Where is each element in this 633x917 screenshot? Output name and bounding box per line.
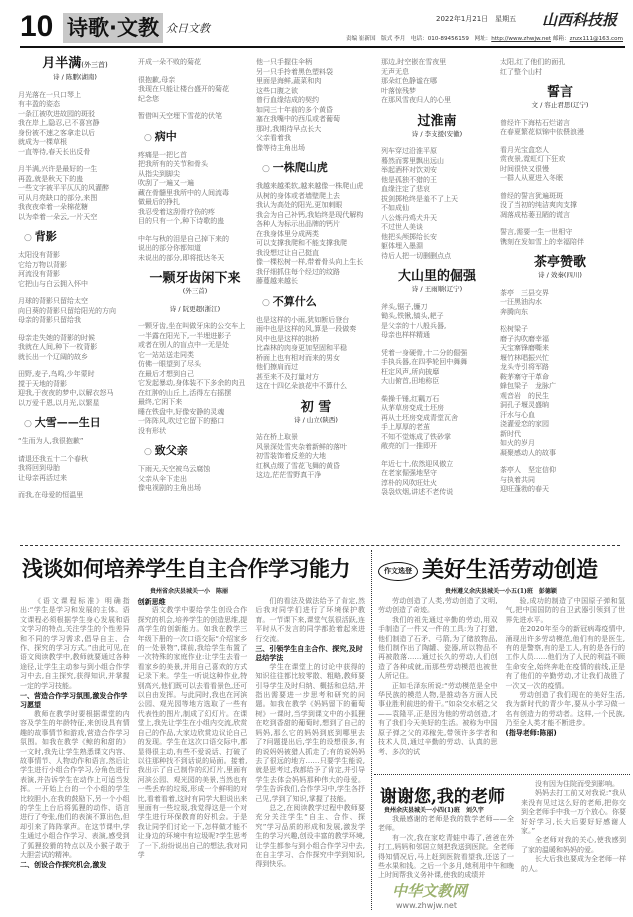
poem-line: 观音岩 的民生 [500, 391, 549, 400]
poem-line: 藏在骨髓里我所中的人间流毒 [138, 188, 229, 197]
poem-line: 曾经许下海枯石烂诺言 [500, 118, 570, 127]
poem-line: 他一只手握住伞柄 [256, 58, 312, 66]
poem-line: 母亲走失她的背影的时候 [18, 333, 95, 342]
poem-line: 以万爱千恩,以月光,以繁星 [18, 398, 100, 407]
poem-line: 不知不觉炼成了铁砂掌 [381, 432, 451, 441]
poem-line: 曾经的誓言犹遍斑斑 [500, 191, 563, 200]
poem-line: 一直等待,春天长出反骨 [18, 147, 91, 156]
poem-line: 中年与秋的泪是自己掉下来的 [138, 234, 229, 243]
paragraph: 长大后我也要成为全老师一样的人。 [521, 855, 626, 873]
poem-line: 父亲从伞下走出 [138, 474, 187, 483]
circle-icon: ○ [262, 164, 273, 174]
poem-stanza [138, 76, 252, 105]
poem-line: 风中也是这样的拱桥 [256, 334, 319, 343]
poem-line: 茶亭人 坚定信仰 [500, 466, 556, 474]
poem-line: 这些口腹之欲 [256, 86, 298, 95]
circle-icon: ○ [262, 297, 273, 308]
poem-line: 另一只手拎着黑色塑料袋 [256, 67, 333, 76]
poem-line: 最终,它闲下来 [138, 398, 183, 406]
poem-line: 我将回到母胎 [18, 464, 60, 472]
poem-line: 在春夏繁花似锦中依偎浪漫 [500, 128, 584, 136]
poem-title-text: 过淮南 [417, 113, 457, 129]
poem-stanza [256, 58, 376, 153]
article-byline: 贵州省余庆县城关一小 陈丽 [150, 588, 229, 595]
poem-subtitle-text: 致父亲 [154, 444, 188, 457]
poem-line: 河流没有背影 [18, 270, 60, 278]
poem-line: 仿佛一眼望到了尽头 [138, 360, 201, 368]
poem-line: 一阵阵风,吹过它留下的豁口 [138, 417, 225, 425]
paragraph: 在2020年至今的新冠病毒疫情中,涌现出许多劳动模范,他们有的是医生,有的是警察,有的是工人,有的是各行的工作人员……他们为了人民的利益不顾生命安全,始终奔赴在疫情的前线,正是有了他们的辛勤劳动,才让我们战胜了一次又一次的疫情。 [505, 625, 625, 690]
poem-byline: 文 / 容止君思(辽宁) [531, 101, 589, 109]
poem-line: 而我,在母爱的恒温里 [18, 491, 84, 499]
poem-line: 茶亭 三县交界 [500, 288, 549, 297]
poem-line: 风景深处雪夹杂着新鲜的落叶 [256, 442, 347, 451]
poem-line: 那边,时空嵌在雪夜里 [381, 58, 447, 66]
poem-line: 举起酒杯对饮刘安 [381, 166, 437, 174]
poem-line: 列车穿过沿淮平原 [381, 147, 437, 155]
poem-line: 八公炼丹鸡犬升天 [381, 213, 437, 222]
poem-line: 我没想过让自己挺直 [256, 248, 319, 257]
poem-line: 一颗牙齿,坐在叫做牙床的公交车上 [138, 322, 246, 330]
article-body [20, 597, 365, 870]
poem-line: 他把头颅掷给长安 [381, 232, 437, 241]
paragraph: 们的看法及做法给予了肯定,然后我对同学们进行了环境保护教育。一节课下来,课堂气氛很活跃,连平时从不发言的同学都抢着起来进行交流。 [255, 597, 365, 643]
page-number: 10 [20, 10, 54, 43]
poem-stanza [18, 297, 132, 326]
poem-line: 以为牵着一朵云,一片天空 [18, 212, 98, 221]
poem-stanza [138, 465, 252, 494]
poem-line: 蜂包梁子 龙脉广 [500, 382, 556, 390]
poem-line: 蓦然而雾里飘出远山 [381, 156, 444, 165]
poem-line: 再盈,就是秋天下的蛊 [18, 174, 84, 183]
poem-line: 松树梁子 [500, 325, 528, 333]
poem-line: 红枫点缀了雪花飞舞的黄昏 [256, 461, 340, 470]
poem-title [500, 85, 620, 101]
poem-line: 田野,麦子,鸟鸣,少年蒙时 [18, 370, 95, 378]
poem-line: 在老家倔强地坚守 [381, 469, 437, 477]
paragraph: 语文教学中要给学生创设合作探究的机会,培养学生的创造思维,提高学生的创新能力。如我在教学三年级下册的一次口语交际“介绍家乡的一处景物”,课前,我给学生布置了一次特殊的家庭作业:让学生去看一看家乡的美景,并用自己喜欢的方式记录下来。学生一听说这种作业,特别高兴,他们既可以去看看景色,还可以自由发挥。与此同时,我也在河滨公园、观光园等地方选取了一些有代表性的图片,制成了幻灯片。在课堂上,我先让学生在小组内交流,欣赏自己的作品,大家边欣赏边议论自己的发现。学生在这次口语交际中,都显得很主动,有些不爱说话、打破了以往那种找不到话说的局面。接着,我出示了自己制作的幻灯片,里面有河滨公园、观光园的美景,当然也有一些丢弃的垃圾,形成一个鲜明的对比,看着看着,这时有同学大胆说出来里面有一些垃圾,我觉得这是一个对学生进行环保教育的好机会。于是我让同学们讨论一下,怎样做才能不让身边的环境中有垃圾呢?学生思考了一下,纷纷说出自己的想法,我对同学 [137, 606, 248, 859]
essay-tag: 作文选登 [378, 562, 418, 581]
poem-subtitle-text: 一株爬山虎 [272, 161, 328, 174]
poem-subtitle [262, 161, 376, 176]
poem-stanza [18, 334, 132, 363]
paragraph: 《语文课程标准》明确指出:“学生是学习和发展的主体。语文课程必须根据学生身心发展和语文学习的特点,关注学生的个性差异和不同的学习需求,倡导自主、合作、探究的学习方式。”由此可见,在语文阅读教学中,教师就要通过各种途径,让学生主动参与到小组合作学习中去,自主探究,获得知识,并掌握一定的学习技能。 [20, 597, 130, 690]
poem-line: 下雨天,天空被乌云腐蚀 [138, 465, 211, 473]
poem-line: “生而为人,我很抱歉” [18, 437, 84, 445]
poem-line: 月球的背影只留给太空 [18, 297, 88, 305]
poem-line: 母亲也样样精通 [381, 331, 430, 339]
poem-byline: 诗 / 山立(陕西) [294, 415, 338, 424]
poem-line: 就长出一个辽阔的故乡 [18, 352, 88, 361]
poem-stanza [138, 235, 252, 264]
poem-byline: 诗 / 陈鹏(湖南) [53, 73, 97, 81]
poem-stanza [500, 228, 620, 247]
poem-line: 目的只有一个,种下诗歌的蛊 [138, 217, 225, 225]
poem-line: 初雪装饰着反差的大地 [256, 452, 326, 460]
section-title: 诗歌·文教 [63, 13, 163, 43]
poem-line: 天宝寨锋磨嘶来 [500, 344, 549, 352]
website-link[interactable]: http://www.zhwjw.net [491, 36, 552, 42]
poem-byline: 诗 / 阮更超(浙江) [169, 304, 221, 313]
poem-line: 一些文字被平平仄仄的风灌醉 [18, 184, 109, 192]
poem-line: 看月光宝盒恋人 [500, 145, 549, 154]
poem-line: 汗水与心血 [500, 410, 535, 419]
poem-line: 把我所有的关节和骨头 [138, 160, 208, 168]
poem-line: 龙头寺引将军路 [500, 363, 549, 371]
poem-title-suffix: (外三首) [81, 61, 108, 69]
section-heading: 二、创设合作探究机会,激发 [20, 860, 107, 870]
poem-line: 各种人为标示出品牌的钙片 [256, 220, 340, 228]
paragraph: 教师在教学时要根据课堂的内容及学生的年龄特征,来创设具有情趣的故事情节和游戏,营造合作学习氛围。如我在教学《鲸的和甜的》一文时,我先让学生熟悉课文内容、故事情节、人物动作和语言,然后让学生进行小组合作学习,分角色进行表演,并告诉学生在动作上可适当发挥。一开始上台的一个小组的学生比较胆小,在我的鼓励下,另一个小组的学生上台后将狐狸的动作、语言进行了夸张,他们的表演不算出色,但却引来了阵阵掌声。在这节课中,学生通过小组合作学习、表演,感受到了狐狸狡猾的特点以及小猴子敢于大胆尝试的精神。 [20, 709, 130, 859]
poem-subtitle [24, 230, 132, 245]
poem-line: 月半满,兴许是最好的一生 [18, 165, 98, 173]
poem-line: 我就在人间,种下一枚背影 [18, 343, 98, 351]
poem-title-suffix: (外三首) [182, 287, 208, 295]
poem-title [381, 114, 493, 130]
poem-line: 在那风雪夜归人的心里 [381, 96, 451, 104]
poem-subtitle-text: 病中 [154, 129, 177, 143]
poem-line: 母亲的背影只留给我 [18, 316, 81, 324]
poem-line: 吹刮了一遍又一遍 [138, 179, 194, 187]
poem-line: 没有形状 [138, 426, 166, 435]
poem-column-3 [256, 58, 376, 489]
poem-line: 一群人从夏进入冬眠 [500, 174, 563, 182]
article-byline: 贵州遵义余庆县城关一小五(1)班 彭德颖 [445, 588, 557, 595]
poem-line: 淳朴的风吹旺灶火 [381, 478, 437, 487]
poem-line: 在我身体里分成两类 [256, 229, 319, 238]
poem-line: 大山俯首,田地称臣 [381, 377, 440, 385]
poem-line: 暂借叫天空埋下雪花的伏笔 [138, 112, 222, 120]
poem-line: 这边,茫茫雪野真干净 [256, 471, 322, 479]
circle-icon: ○ [24, 419, 35, 429]
poem-line: 无声无息 [381, 67, 409, 76]
poem-stanza [18, 91, 132, 158]
poem-line: 我忍受着这刮骨疗伤的疼 [138, 207, 215, 216]
poem-byline: 诗 / 王雨顺(辽宁) [411, 285, 463, 293]
paragraph: 验,成功的制造了中国原子弹和氢气,把中国国防的自卫武器引领到了世界先进水平。 [505, 597, 625, 624]
poem-line: 叶落惊残梦 [381, 86, 416, 95]
paragraph: 总之,在阅读教学过程中教师要充分关注学生“自主、合作、探究”学习品质的形成和发展,激发学生的学习兴趣,创设丰富的教学环境,让学生都参与到小组合作学习中去,在自主学习、合作探究中学到知识,得到快乐。 [255, 803, 365, 869]
email-label: 邮箱： [551, 36, 570, 42]
article-headline: 美好生活劳动创造 [422, 557, 599, 583]
paragraph: 妈妈去打工前又对我说:“我从来没有见过这么好的老师,把你交到全老师手中我一万个放心。你要好好学习,长大后要好好感谢人家。” [521, 789, 626, 836]
poem-line: 像一棵松树一样,带着骨头向上生长 [256, 258, 364, 266]
poem-line: 迎旺蓬勃的春天 [500, 485, 549, 493]
poem-line: 可以支撑我爬和不能支撑我爬 [256, 239, 347, 247]
poem-line: 待后人把一切删删点点 [381, 251, 451, 260]
issue-date: 2022年1月21日 星期五 [436, 15, 517, 23]
article-headline: 谢谢您,我的老师 [380, 787, 505, 807]
poem-line: 疼痛是一把匕首 [138, 150, 187, 159]
poem-line: 睡在铁盘中,好像安静的灵魂 [138, 407, 225, 416]
poem-stanza [381, 395, 493, 452]
poem-line: 奔腾向东 [500, 307, 528, 316]
poem-line: 敞亮的门一推即开 [381, 442, 437, 450]
poem-line: 可从月亮缺口的部分,来图 [18, 193, 98, 202]
section-heading: 创新思维 [137, 597, 166, 606]
article-divider [374, 774, 630, 775]
poem-line: 也是这样的小雨,犹如断后登台 [256, 315, 350, 324]
poem-column-2 [138, 58, 252, 502]
poem-line: 迎我,于夜夜的梦中,以解衣怒马 [18, 389, 114, 397]
paragraph: 我们的祖先通过辛勤的劳动,用双手制造了一件又一件的工具:为了打猎,他们制造了石矛、弓箭,为了储放物品,他们制作出了陶罐、瓷器,所以物品不再被散落……通过长久的劳动,人们创造了各种成就,而那些劳动模范也被世人所记住。 [378, 615, 498, 681]
poem-line: 凭着一身硬骨,十二分的倔强 [381, 348, 468, 357]
poem-title-text: 月半满 [42, 56, 82, 71]
poem-line: 新时代 [500, 429, 521, 438]
poem-stanza [18, 370, 132, 408]
poem-title-text: 大山里的倔强 [397, 269, 476, 284]
poem-line: 誓言,需要一生一世相守 [500, 228, 573, 236]
poem-stanza [500, 289, 620, 318]
article-byline: 贵州余庆县城关一小四(1)班 刘久宇 [384, 807, 484, 814]
poem-line: 太阳没有背影 [18, 251, 60, 259]
poem-line: 它给万物以背影 [18, 260, 67, 269]
poem-title [381, 269, 493, 285]
poem-line: 比森林的肉身更加坚固和平稳 [256, 344, 347, 352]
poem-line: 他们擦肩而过 [256, 363, 298, 371]
poem-line: 枉定风声,所向披靡 [381, 367, 440, 376]
poem-line: 再从土坯房变成青堂瓦舍 [381, 413, 458, 422]
poem-line: 在红肿的山丘上,活得左右摇摆 [138, 388, 232, 397]
header-rule [20, 46, 625, 48]
poem-line: 躯体埋入墨淵 [381, 242, 423, 250]
poem-stanza [381, 303, 493, 341]
poem-line: 赏夜景,霓虹灯下狂欢 [500, 155, 566, 163]
poem-line: 太阳,红了他们的面孔 [500, 58, 566, 66]
poem-line: 我在岸上,隐忍,已不喜宫静 [18, 119, 100, 127]
poem-line: 我会为自己补钙,我始终是现代解构 [256, 210, 364, 219]
column-divider [371, 550, 372, 910]
poem-column-5 [500, 58, 620, 503]
poem-line: 像电视剧的主角出场 [138, 484, 201, 492]
poem-line: 浇灌爱恋的家园 [500, 420, 549, 428]
poem-stanza [381, 147, 493, 261]
poem-byline: 诗 / 李支援(安徽) [411, 129, 463, 138]
poem-title-text: 誓言 [546, 85, 573, 100]
poem-line: 那朵红色静谧在哪 [381, 77, 437, 85]
poem-stanza [500, 325, 620, 458]
poem-line: 不如成仙 [381, 204, 409, 212]
poem-title [256, 400, 376, 416]
poem-line: 血缘注定了悲哀 [381, 185, 430, 193]
poem-line: 纪念您 [138, 94, 159, 103]
poem-line: 像等待主角出场 [256, 143, 305, 152]
paragraph: 全老师对我的关心,使我感到了家的温暖和妈妈的爱。 [521, 836, 626, 854]
editor-info: 责编 崔新国 版式 李月 电话：010-89456159 网址： [345, 36, 492, 42]
paragraph: 劳动创造了我们现在的美好生活,我为新时代的青少年,要从小学习做一名有创造力的劳动者。这样,一个民族,乃至全人类才能不断进步。 [505, 691, 625, 728]
poem-stanza [138, 151, 252, 227]
poem-line: 他是孤独不猎的王 [381, 175, 437, 184]
poem-line: 堰竹林唱振兴忙 [500, 353, 549, 362]
paragraph: 我最感谢的老师是我的数学老师——全老师。 [378, 815, 514, 833]
poem-line: 甚至来不及打量对方 [256, 372, 319, 381]
poem-line: 袅袅炊烟,讲述不老传说 [381, 488, 454, 496]
poem-line: 里面是海鲜,蔬菜和肉 [256, 77, 322, 85]
poem-title [18, 56, 132, 73]
poem-line: 不过世人美谈 [381, 223, 423, 231]
poem-line: 斧头,锯子,镰刀 [381, 302, 428, 311]
poem-line: 我仔细抓住每个经过的纹路 [256, 267, 340, 276]
poem-stanza [500, 192, 620, 221]
poem-line: 搅于天地的背影 [18, 379, 67, 388]
poem-line: 年近七十,依然迎风傲立 [381, 459, 454, 468]
poem-line: 手上厚厚的老茧 [381, 423, 430, 431]
section-logo: 众日文教 [166, 22, 210, 35]
article-column [378, 815, 514, 881]
poem-subtitle [144, 130, 252, 145]
email-link[interactable]: znzx111@163.com [569, 36, 623, 42]
poem-stanza [256, 433, 376, 481]
poem-line: 从树的身体或者墙壁爬上去 [256, 191, 340, 200]
poem-line: 时间很快又很慢 [500, 164, 549, 173]
poem-line: 它发起暴动,身体装不下多余的肉丑 [138, 379, 246, 387]
poem-line: 洞孔子堰灵盛晌 [500, 401, 549, 409]
newspaper-logo: 山西科技报 [542, 11, 618, 29]
poem-line: 或者在别人的盲点中一无是处 [138, 341, 229, 349]
poem-line: 我越来越柔软,越来越像一株爬山虎 [256, 182, 364, 190]
poem-line: 手执兵器,在四季轮回中舞舞 [381, 358, 468, 366]
article-body [378, 597, 625, 757]
paragraph: 没有因为住院而受到影响。 [535, 780, 619, 788]
poem-line: 拔剑掷枪终是羞不了上天 [381, 194, 458, 203]
poem-stanza [381, 460, 493, 498]
poem-line: 在最后才想到自己 [138, 369, 194, 378]
poem-line: 我现在只能让楼台盛开的菊花 [138, 85, 229, 93]
circle-icon: ○ [144, 447, 155, 457]
poem-stanza [18, 165, 132, 222]
section-heading: 一、营造合作学习氛围,激发合作学习愿望 [20, 691, 128, 710]
poem-stanza [138, 112, 252, 122]
teacher-signature: (指导老师:陈丽) [505, 728, 557, 737]
poem-line: 藤蔓越来越长 [256, 277, 298, 285]
poem-title-text: 初 雪 [300, 399, 332, 415]
poem-line: 我认为高处的阳光,更加刺眼 [256, 201, 343, 209]
poem-line: 那时,我期待早点长大 [256, 124, 322, 133]
article-headline: 浅谈如何培养学生自主合作学习能力 [22, 556, 350, 581]
poem-line: 磨子沟吹磨幸福 [500, 334, 549, 343]
poem-title-text: 茶亭赞歌 [533, 255, 586, 270]
poem-stanza [18, 491, 132, 501]
poem-line: 它一站站送走同类 [138, 350, 194, 359]
poem-line: 红了整个山村 [500, 67, 542, 76]
watermark-url: www.zhwjw.net [396, 901, 457, 910]
poem-stanza [500, 58, 620, 77]
poem-line: 有丰盈的姿态 [18, 100, 60, 108]
poem-line: 是父亲的十八般兵器, [381, 321, 447, 330]
poem-line: 如火的岁月 [500, 439, 535, 447]
poem-stanza [500, 119, 620, 138]
poem-line: 月光落在一只口琴上 [18, 90, 81, 99]
paragraph: 劳动创造了人类,劳动创造了文明,劳动创造了奇迹。 [378, 597, 498, 615]
poem-line: 凝聚感动人的故事 [500, 448, 556, 457]
poem-line: 桥面上也有相对而来的男女 [256, 353, 340, 362]
circle-icon: ○ [144, 132, 155, 143]
poem-line: 我夜夜牵着一朵棉花糖 [18, 203, 88, 211]
poem-title-text: 一颗牙齿闲下来 [149, 271, 241, 286]
paragraph: 学生在课堂上的讨论中获得的知识往往都比较零散、粗略,教师要引导学生及时归纳、概括和总结,并指出需要进一步思考和研究的问题。如我在教学《妈妈留下的葡萄树》一课时,当学到课文中的小狐狸在吃到香甜的葡萄时,想到了自己的妈妈,那么它的妈妈到底到哪里去了?问题提出后,学生的设想很多,有的说妈妈被猎人抓走了;有的说妈妈去了很远的地方……只要学生能说,就是思考过,我都给予了肯定,并引导学生去体会妈妈那种伟大的母爱。学生告诉我们,合作学习中,学生各抒己见,学到了知识,掌握了技能。 [255, 662, 365, 803]
poem-byline: 诗 / 效秦(四川) [538, 271, 582, 279]
poem-stanza [138, 58, 252, 68]
poem-stanza [500, 466, 620, 495]
poem-line: 未说出的部分,即将抵达冬天 [138, 253, 225, 262]
poem-line: 镌刻在发如雪上的幸福陪伴 [500, 237, 584, 246]
poem-line: 一条江被吹进故园的斑驳 [18, 109, 95, 118]
poem-column-1 [18, 56, 132, 509]
poem-line: 它把山与白云拥入怀中 [18, 279, 88, 288]
poem-subtitle-text: 不算什么 [272, 294, 317, 308]
poem-line: 一汪黑油沟水 [500, 298, 542, 306]
poem-line: 与执着共同 [500, 475, 535, 484]
poem-stanza [256, 316, 376, 392]
poem-subtitle-text: 大雪——生日 [34, 416, 101, 429]
poem-line: 如同三十年前的多个黄昏 [256, 105, 333, 114]
paragraph: 有一次,我在家吃青蛙中毒了,爸爸在外打工,妈妈和邻居立刻把我送到医院。全老师得知情况后,马上赶到医院看望我,还送了一些水果和钱。之后一个多月,她利用中午和晚上时间帮我义务补课,使我的成绩并 [378, 833, 514, 880]
poem-line: 请退还我五十二个春秋 [18, 454, 88, 463]
poem-subtitle [144, 444, 252, 459]
poem-line: 让母亲再活过来 [18, 473, 67, 482]
poem-line: 身份被不速之客拿走以后 [18, 128, 95, 137]
poem-line: 鞍茅寨守干革命 [500, 372, 549, 381]
poem-line: 这在十四亿朵浪花中不算什么 [256, 382, 347, 390]
poem-stanza [381, 349, 493, 387]
article-column [521, 780, 626, 874]
poem-stanza [500, 146, 620, 184]
poem-line: 从指尖到脚尖 [138, 169, 180, 178]
poem-line: 没了当初的纯洁爽肉支撑 [500, 201, 577, 209]
poem-title [138, 271, 252, 287]
circle-icon: ○ [24, 233, 35, 243]
poem-line: 做最后的挣扎 [138, 198, 180, 206]
poem-line: 塞在我嘴中的西瓜或者葡萄 [256, 115, 340, 123]
poem-column-4 [381, 58, 493, 506]
poem-line: 曾行血缘结成的契约 [256, 96, 319, 104]
poem-line: 从茅草房变成土坯房 [381, 404, 444, 412]
poem-stanza [18, 437, 132, 447]
poem-subtitle-text: 背影 [34, 230, 57, 243]
poem-stanza [18, 251, 132, 289]
poem-line: 很抱歉,母亲 [138, 75, 176, 84]
poem-line: 父亲看着我 [256, 134, 291, 142]
section-divider [20, 545, 620, 546]
poem-subtitle [24, 416, 132, 431]
section-heading: 三、引领学生自主合作、探究,及时总结学法 [255, 644, 363, 663]
poem-stanza [256, 182, 376, 287]
poem-line: 柴操千锤,红瓤万石 [381, 394, 440, 403]
poem-line: 锄头,铁锹,镐头,耙子 [381, 312, 444, 320]
poem-line: 说出的部分你都知道 [138, 244, 201, 252]
poem-stanza [18, 455, 132, 484]
paragraph: 正如毛泽东所说:“劳动模范是全中华民族的模范人物,是推动各方面人民事业胜利前进的骨干。”如杂交水稻之父——袁隆平,正是因为他的劳动创造,才有了我们今天美好的生活。被称为中国原子弹之父的邓稼先,带领许多学者和技术人员,通过辛勤的劳动、认真的思考、多次的试 [378, 681, 498, 756]
watermark-logo: 中华文教网 [392, 882, 468, 900]
poem-line: 凋落成枯萎丑陋的谎言 [500, 210, 570, 219]
poem-stanza [381, 58, 493, 106]
poem-line: 开成一朵不败的菊花 [138, 58, 201, 66]
poem-line: 一半露在阳光下,一半埋进影子 [138, 331, 232, 340]
poem-line: 雨中也是这样的风,算是一段做奏 [256, 325, 357, 333]
poem-line: 就成为一棵草根 [18, 138, 67, 146]
poem-line: 向日葵的背影只留给阳光的方向 [18, 306, 116, 315]
poem-stanza [138, 322, 252, 436]
poem-title [500, 255, 620, 271]
poem-line: 站在桥上取景 [256, 433, 298, 441]
contact-line [346, 34, 623, 42]
poem-subtitle [262, 295, 376, 310]
